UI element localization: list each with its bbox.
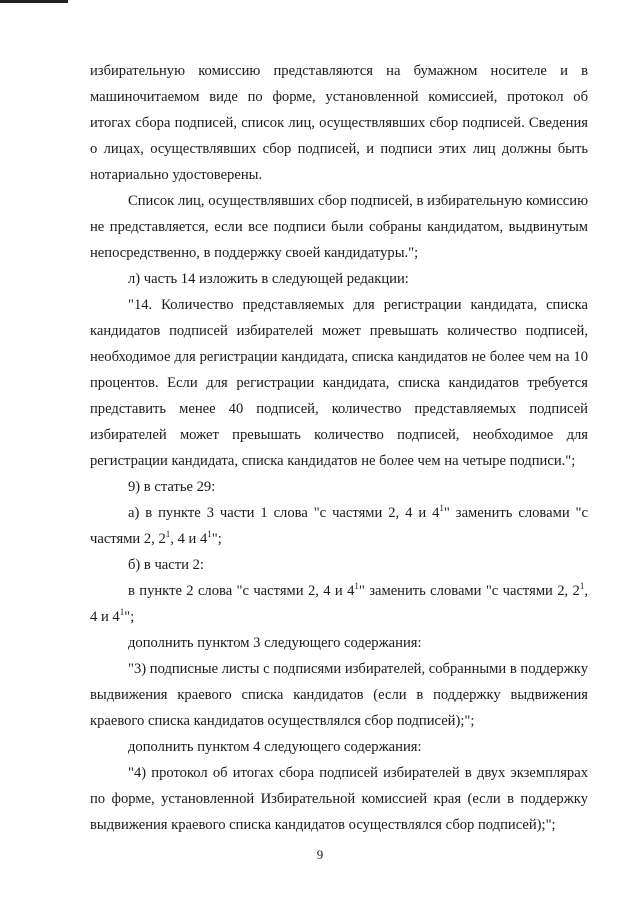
add4-text: "4) протокол об итогах сбора подписей избирателей в двух экземплярах по форме, установленной Избирательной комиссией края (если в поддержку выдвижения краевого списка кандидатов осуществлялся сбор подписей);";	[90, 765, 588, 833]
top-rule	[0, 0, 68, 3]
text-run: " заменить словами "с частями 2, 2	[358, 583, 580, 599]
paragraph: избирательную комиссию представляются на бумажном носителе и в машиночитаемом виде по форме, установленной комиссией, протокол об итогах сбора подписей, список лиц, осуществлявших сбор подписей. Сведения о лицах, осуществлявших сбор подписей, и подписи этих лиц должны быть нотариально удостоверены.	[90, 63, 588, 183]
superscript: 1	[119, 607, 125, 618]
paragraph: 9) в статье 29:	[128, 479, 216, 495]
text-run: в пункте 2 слова "с частями 2, 4 и 4	[128, 583, 355, 599]
item-b-title: б) в части 2:	[128, 557, 204, 573]
text-run: ";	[124, 609, 135, 625]
text-run: а) в пункте 3 части 1 слова "с частями 2, 4 и 4	[128, 505, 440, 521]
add3-title: дополнить пунктом 3 следующего содержания:	[128, 635, 422, 651]
text-run: , 4 и 4	[90, 583, 588, 625]
superscript: 1	[579, 581, 585, 592]
add3-text: "3) подписные листы с подписями избирателей, собранными в поддержку выдвижения краевого списка кандидатов (если в поддержку выдвижения краевого списка кандидатов осуществлялся сбор подписей);";	[90, 661, 588, 729]
page-number: 9	[316, 847, 324, 862]
text-run: , 4 и 4	[170, 531, 208, 547]
paragraph: "14. Количество представляемых для регистрации кандидата, списка кандидатов подписей избирателей может превышать количество подписей, необходимое для регистрации кандидата, списка кандидатов не более чем на 10 процентов. Если для регистрации кандидата, списка кандидатов требуется представить менее 40 подписей, количество представляемых подписей избирателей может превышать количество подписей, необходимое для регистрации кандидата, списка кандидатов не более чем на четыре подписи.";	[90, 297, 588, 469]
superscript: 1	[165, 529, 171, 540]
superscript: 1	[207, 529, 212, 540]
text-run: " заменить словами "с частями 2, 2	[90, 505, 588, 547]
paragraph: л) часть 14 изложить в следующей редакции:	[128, 271, 409, 287]
text-run: ";	[211, 531, 222, 547]
document-body	[90, 58, 588, 838]
superscript: 1	[354, 581, 359, 592]
item-a	[90, 500, 588, 552]
superscript: 1	[439, 503, 444, 514]
paragraph: Список лиц, осуществлявших сбор подписей, в избирательную комиссию не представляется, если все подписи были собраны кандидатом, выдвинутым непосредственно, в поддержку своей кандидатуры.";	[90, 193, 588, 261]
item-b-text	[90, 578, 588, 630]
add4-title: дополнить пунктом 4 следующего содержания:	[128, 739, 422, 755]
